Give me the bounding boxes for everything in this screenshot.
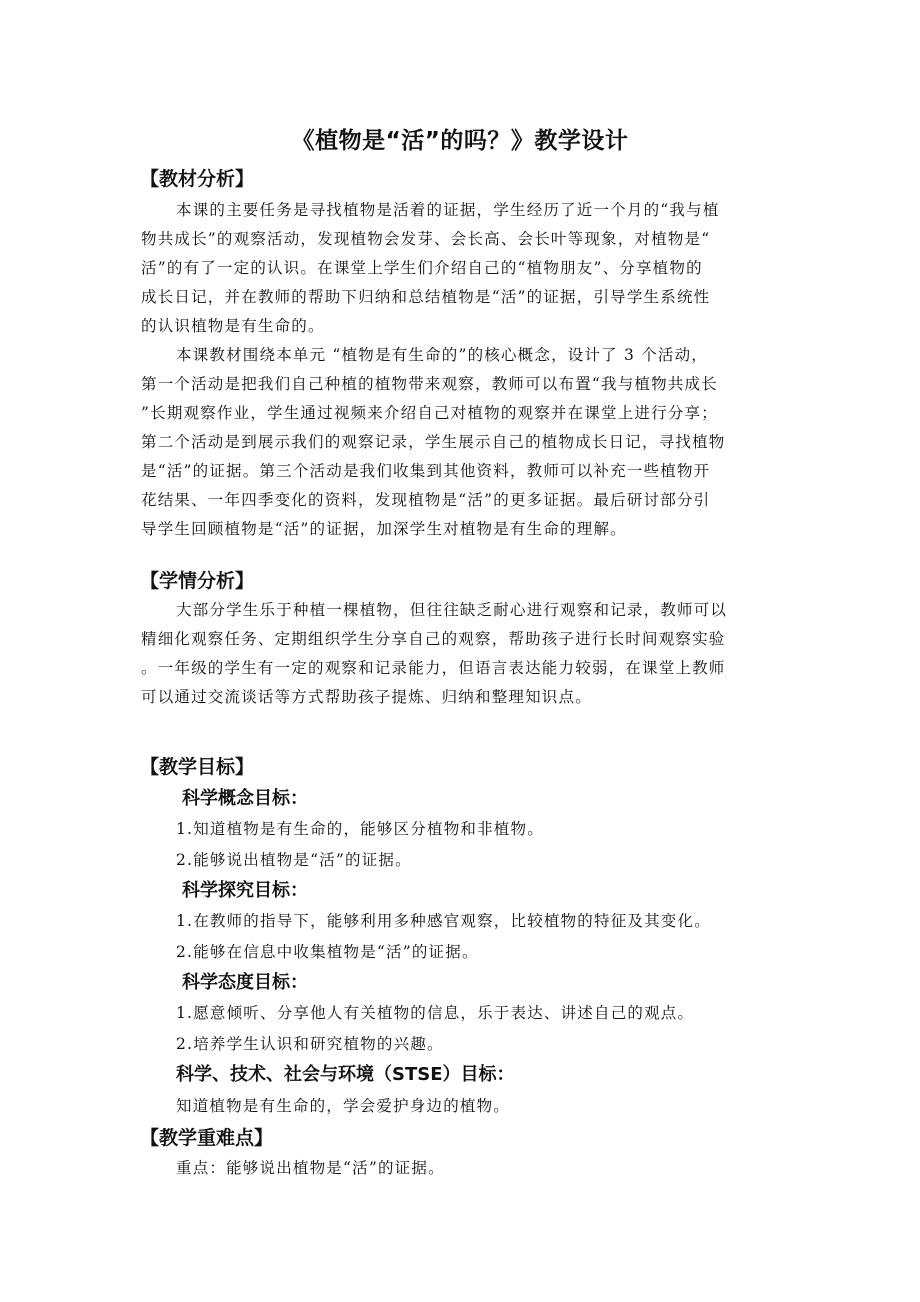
goal-item: 2.能够说出植物是“活”的证据。 (176, 851, 412, 869)
text-line: 本课的主要任务是寻找植物是活着的证据，学生经历了近一个月的“我与植 (176, 201, 720, 219)
goal-item: 知道植物是有生命的，学会爱护身边的植物。 (176, 1097, 511, 1115)
heading-concept-goals: 科学概念目标： (182, 788, 308, 809)
heading-materials: 【教材分析】 (140, 168, 255, 190)
text-line: 花结果、一年四季变化的资料，发现植物是“活”的更多证据。最后研讨部分引 (141, 491, 711, 509)
goal-item: 1.在教师的指导下，能够利用多种感官观察，比较植物的特征及其变化。 (176, 912, 711, 930)
goal-item: 2.能够在信息中收集植物是“活”的证据。 (176, 943, 479, 961)
text-line: ”长期观察作业，学生通过视频来介绍自己对植物的观察并在课堂上进行分享； (141, 404, 718, 422)
heading-key-points: 【教学重难点】 (140, 1127, 274, 1149)
heading-inquiry-goals: 科学探究目标： (182, 880, 308, 901)
goal-item: 1.愿意倾听、分享他人有关植物的信息，乐于表达、讲述自己的观点。 (176, 1004, 695, 1022)
heading-students: 【学情分析】 (140, 570, 255, 592)
students-paragraph (141, 596, 791, 712)
heading-stse-goals: 科学、技术、社会与环境（STSE）目标： (176, 1064, 515, 1085)
text-line: 成长日记，并在教师的帮助下归纳和总结植物是“活”的证据，引导学生系统性 (141, 288, 711, 306)
goal-item: 2.培养学生认识和研究植物的兴趣。 (176, 1035, 444, 1053)
text-line: 大部分学生乐于种植一棵植物，但往往缺乏耐心进行观察和记录，教师可以 (176, 601, 728, 619)
text-line: 精细化观察任务、定期组织学生分享自己的观察，帮助孩子进行长时间观察实验 (141, 630, 726, 648)
text-line: 本课教材围绕本单元 “植物是有生命的”的核心概念，设计了 3 个活动， (176, 346, 708, 364)
text-line: 活”的有了一定的认识。在课堂上学生们介绍自己的“植物朋友”、分享植物的 (141, 259, 703, 277)
document-title: 《植物是“活”的吗？》教学设计 (291, 128, 629, 154)
text-line: 的认识植物是有生命的。 (141, 317, 325, 335)
materials-paragraph-2 (141, 341, 791, 544)
text-line: 可以通过交流谈话等方式帮助孩子提炼、归纳和整理知识点。 (141, 688, 592, 706)
goal-item: 1.知道植物是有生命的，能够区分植物和非植物。 (176, 820, 544, 838)
materials-paragraph-1 (141, 196, 791, 341)
text-line: 导学生回顾植物是“活”的证据，加深学生对植物是有生命的理解。 (141, 520, 627, 538)
text-line: 物共成长”的观察活动，发现植物会发芽、会长高、会长叶等现象，对植物是“ (141, 230, 711, 248)
key-point-item: 重点：能够说出植物是“活”的证据。 (176, 1159, 445, 1177)
text-line: 第二个活动是到展示我们的观察记录，学生展示自己的植物成长日记，寻找植物 (141, 433, 726, 451)
heading-goals: 【教学目标】 (140, 756, 255, 778)
text-line: 第一个活动是把我们自己种植的植物带来观察，教师可以布置“我与植物共成长 (141, 375, 718, 393)
text-line: 是“活”的证据。第三个活动是我们收集到其他资料，教师可以补充一些植物开 (141, 462, 711, 480)
text-line: 。一年级的学生有一定的观察和记录能力，但语言表达能力较弱，在课堂上教师 (141, 659, 726, 677)
heading-attitude-goals: 科学态度目标： (182, 972, 308, 993)
